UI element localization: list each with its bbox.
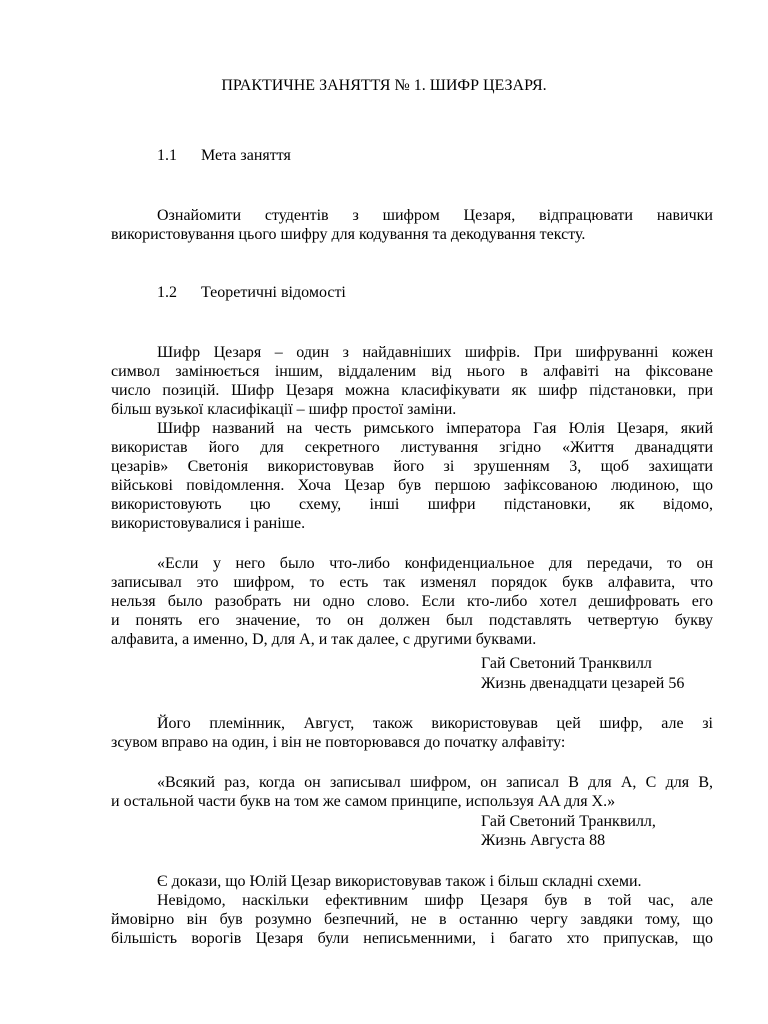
text-line: використав його для секретного листування згідно «Життя дванадцяти (111, 439, 713, 456)
text-line: Шифр Цезаря – один з найдавніших шифрів. При шифруванні кожен (157, 344, 713, 361)
text-line: більш вузької класифікації – шифр простої заміни. (111, 401, 457, 418)
page-title: ПРАКТИЧНЕ ЗАНЯТТЯ № 1. ШИФР ЦЕЗАРЯ. (221, 77, 547, 94)
quote-source: Жизнь двенадцати цезарей 56 (481, 675, 685, 692)
quote-paragraph-2 (111, 773, 713, 811)
quote-paragraph-1 (111, 554, 713, 649)
text-line: використовувалися і раніше. (111, 515, 306, 532)
theory-paragraph-2 (111, 419, 713, 533)
section-number: 1.2 (157, 284, 177, 301)
section-number: 1.1 (157, 147, 177, 164)
text-line: Шифр названий на честь римського імператора Гая Юлія Цезаря, який (157, 420, 713, 437)
text-line: символ замінюється іншим, віддаленим від нього в алфавіті на фіксоване (111, 363, 713, 380)
text-line: Його племінник, Август, також використовував цей шифр, але зі (157, 715, 713, 732)
text-line: більшість ворогів Цезаря були неписьменними, і багато хто припускав, що (111, 930, 713, 947)
section-label: Мета заняття (201, 147, 291, 164)
text-line: и понять его значение, то он должен был подставлять четвертую букву (111, 612, 713, 629)
quote-source: Жизнь Августа 88 (481, 832, 606, 849)
text-line: використовування цього шифру для кодування та декодування тексту. (111, 226, 586, 243)
text-line: Є докази, що Юлій Цезар використовував також і більш складні схеми. (157, 873, 642, 890)
text-line: зсувом вправо на один, і він не повторювався до початку алфавіту: (111, 734, 566, 751)
text-line: нельзя было разобрать ни одно слово. Если кто-либо хотел дешифровать его (111, 593, 713, 610)
nephew-paragraph (111, 714, 713, 752)
section-heading-theory (157, 283, 346, 303)
quote-author: Гай Светоний Транквилл (481, 655, 652, 672)
quote-author: Гай Светоний Транквилл, (481, 813, 656, 830)
text-line: «Если у него было что-либо конфиденциальное для передачи, то он (157, 555, 713, 572)
text-line: військові повідомлення. Хоча Цезар був першою зафіксованою людиною, що (111, 477, 713, 494)
evidence-paragraph (111, 872, 713, 891)
text-line: число позицій. Шифр Цезаря можна класифікувати як шифр підстановки, при (111, 382, 713, 399)
section-label: Теоретичні відомості (201, 284, 346, 301)
effectiveness-paragraph (111, 891, 713, 948)
text-line: «Всякий раз, когда он записывал шифром, он записал B для A, C для B, (157, 774, 713, 791)
text-line: и остальной части букв на том же самом принципе, используя AA для X.» (111, 793, 616, 810)
text-line: записывал это шифром, то есть так изменял порядок букв алфавита, что (111, 574, 713, 591)
theory-paragraph-1 (111, 343, 713, 419)
text-line: ймовірно він був розумно безпечний, не в останню чергу завдяки тому, що (111, 911, 713, 928)
goal-paragraph (111, 206, 713, 244)
text-line: Ознайомити студентів з шифром Цезаря, відпрацювати навички (157, 207, 713, 224)
text-line: алфавита, а именно, D, для A, и так далее, с другими буквами. (111, 631, 537, 648)
text-line: Невідомо, наскільки ефективним шифр Цезаря був в той час, але (157, 892, 713, 909)
section-heading-goal (157, 146, 291, 166)
text-line: цезарів» Светонія використовував його зі зрушенням 3, щоб захищати (111, 458, 713, 475)
text-line: використовують цю схему, інші шифри підстановки, як відомо, (111, 496, 713, 513)
